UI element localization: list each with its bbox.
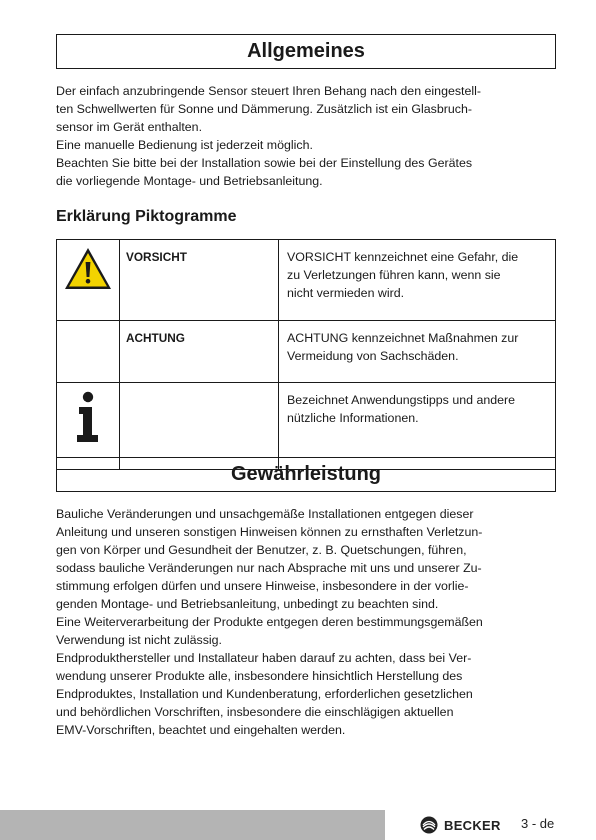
pictogram-key: ACHTUNG (120, 321, 279, 383)
intro-paragraph (56, 82, 556, 190)
text-line: ACHTUNG kennzeichnet Maßnahmen zur (287, 331, 519, 345)
text-line: Endproduktes, Installation und Kundenberatung, erforderlichen gesetzlichen (56, 687, 473, 701)
text-line: und behördlichen Vorschriften, insbesondere die einschlägigen aktuellen (56, 705, 454, 719)
text-line: Bezeichnet Anwendungstipps und andere (287, 393, 516, 407)
text-line: Endprodukthersteller und Installateur haben darauf zu achten, dass bei Ver- (56, 651, 472, 665)
text-line: nützliche Informationen. (287, 411, 419, 425)
brand (420, 812, 501, 838)
text-line: Vermeidung von Sachschäden. (287, 349, 459, 363)
text-line: Bauliche Veränderungen und unsachgemäße Installationen entgegen dieser (56, 507, 474, 521)
section-title-allgemeines: Allgemeines (56, 34, 556, 69)
text-line: zu Verletzungen führen kann, wenn sie (287, 268, 501, 282)
section-title-gewaehrleistung: Gewährleistung (56, 457, 556, 492)
text-line: nicht vermieden wird. (287, 286, 405, 300)
table-row (57, 240, 556, 321)
text-line: stimmung erfolgen dürfen und unsere Hinweise, insbesondere in der vorlie- (56, 579, 469, 593)
brand-name: BECKER (444, 817, 501, 833)
text-line: wendung unserer Produkte alle, insbesondere hinsichtlich Herstellung des (56, 669, 463, 683)
pictogram-description (279, 321, 556, 383)
table-row (57, 321, 556, 383)
info-icon (71, 391, 105, 450)
text-line: gen von Körper und Gesundheit der Benutzer, z. B. Quetschungen, führen, (56, 543, 467, 557)
pictogram-key: VORSICHT (120, 240, 279, 321)
warranty-paragraph (56, 505, 556, 739)
text-line: Anleitung und unseren sonstigen Hinweisen können zu ernsthaften Verletzun- (56, 525, 483, 539)
pictogram-description (279, 240, 556, 321)
footer-bar (0, 810, 385, 840)
icon-cell (57, 240, 120, 321)
text-line: ten Schwellwerten für Sonne und Dämmerung. Zusätzlich ist ein Glasbruch- (56, 102, 472, 116)
text-line: Verwendung ist nicht zulässig. (56, 633, 222, 647)
icon-cell (57, 321, 120, 383)
text-line: die vorliegende Montage- und Betriebsanleitung. (56, 174, 323, 188)
text-line: sodass bauliche Veränderungen nur nach Absprache mit uns und unserer Zu- (56, 561, 482, 575)
text-line: Eine manuelle Bedienung ist jederzeit möglich. (56, 138, 313, 152)
text-line: EMV-Vorschriften, beachtet und eingehalten werden. (56, 723, 346, 737)
text-line: genden Montage- und Betriebsanleitung, unbedingt zu beachten sind. (56, 597, 439, 611)
pictogram-heading: Erklärung Piktogramme (56, 208, 237, 225)
text-line: Der einfach anzubringende Sensor steuert Ihren Behang nach den eingestell- (56, 84, 482, 98)
text-line: sensor im Gerät enthalten. (56, 120, 203, 134)
text-line: Eine Weiterverarbeitung der Produkte entgegen deren bestimmungsgemäßen (56, 615, 483, 629)
pictogram-table (56, 239, 556, 470)
warning-triangle-icon (63, 246, 113, 297)
text-line: VORSICHT kennzeichnet eine Gefahr, die (287, 250, 519, 264)
text-line: Beachten Sie bitte bei der Installation sowie bei der Einstellung des Gerätes (56, 156, 473, 170)
becker-logo-icon (420, 816, 438, 834)
page-number: 3 - de (521, 816, 555, 831)
